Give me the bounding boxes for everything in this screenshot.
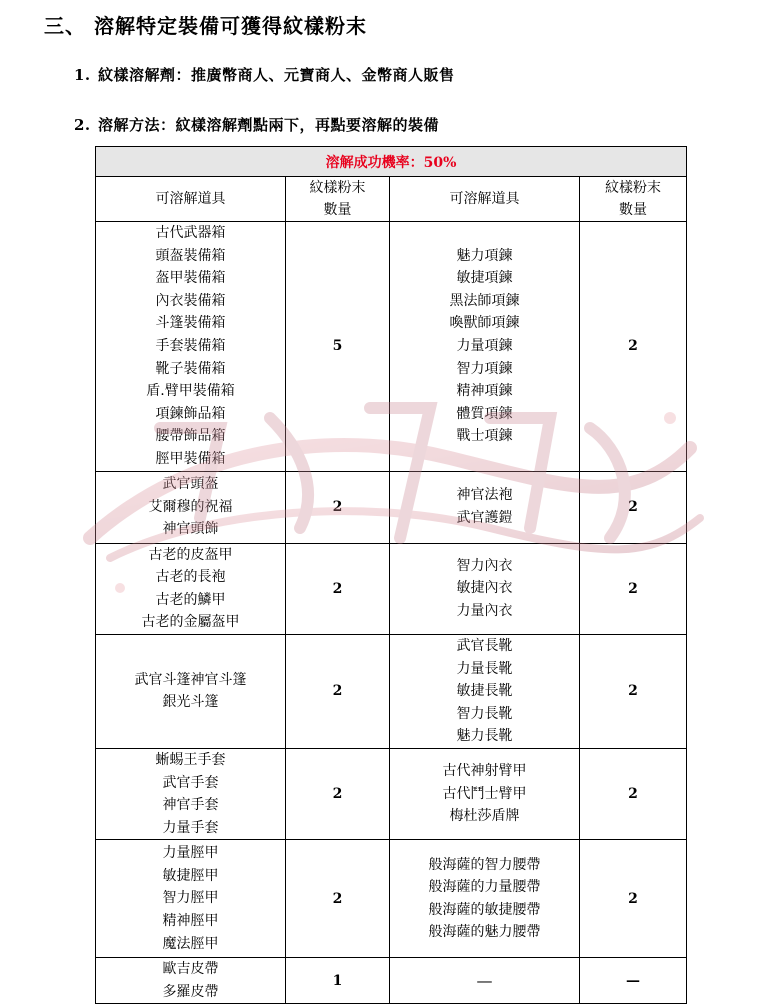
left-qty-cell: 2	[286, 471, 390, 543]
left-items-cell	[96, 471, 286, 543]
item-name: 智力項鍊	[456, 360, 513, 377]
item-name: 靴子裝備箱	[155, 360, 226, 377]
item-name: 敏捷項鍊	[456, 270, 513, 287]
left-items-cell	[96, 634, 286, 748]
right-items-cell	[390, 543, 580, 634]
list-item-2	[74, 114, 439, 135]
list-item-1	[74, 64, 455, 85]
item-name: 武官頭盔	[162, 476, 219, 493]
item-name: 智力脛甲	[162, 890, 219, 907]
item-name: 脛甲裝備箱	[155, 450, 226, 467]
item-name: 力量內衣	[456, 603, 513, 620]
header-qty-right	[580, 177, 687, 222]
right-items-cell	[390, 748, 580, 839]
item-name: 銀光斗篷	[162, 694, 219, 711]
item-name: 蜥蜴王手套	[155, 751, 226, 768]
item-name: 腰帶飾品箱	[155, 428, 226, 445]
left-qty-cell: 2	[286, 543, 390, 634]
header-qty-left	[286, 177, 390, 222]
item-name: 武官長靴	[456, 637, 513, 654]
right-qty-cell: 2	[580, 840, 687, 958]
item-name: 喚獸師項鍊	[449, 315, 520, 332]
left-qty-cell: 1	[286, 958, 390, 1004]
item-name: 古老的皮盔甲	[148, 546, 233, 563]
item-name: 手套裝備箱	[155, 337, 226, 354]
item-name: 歐吉皮帶	[162, 961, 219, 978]
item-name: 多羅皮帶	[162, 983, 219, 1000]
left-items-cell	[96, 543, 286, 634]
list-text: 紋樣溶解劑：推廣幣商人、元寶商人、金幣商人販售	[98, 66, 455, 84]
left-qty-cell: 5	[286, 222, 390, 472]
item-name: 精神脛甲	[162, 913, 219, 930]
item-name: 精神項鍊	[456, 383, 513, 400]
item-name: 力量項鍊	[456, 337, 513, 354]
left-items-cell	[96, 958, 286, 1004]
item-name: 項鍊飾品箱	[155, 405, 226, 422]
item-name: —	[476, 970, 493, 990]
left-qty-cell: 2	[286, 840, 390, 958]
right-items-cell	[390, 222, 580, 472]
item-name: 力量長靴	[456, 660, 513, 677]
table-row	[96, 634, 687, 748]
item-name: 力量手套	[162, 819, 219, 836]
table-row	[96, 222, 687, 472]
item-name: 古代武器箱	[155, 225, 226, 241]
item-name: 內衣裝備箱	[155, 292, 226, 309]
left-qty-cell: 2	[286, 748, 390, 839]
right-items-cell	[390, 634, 580, 748]
table-row	[96, 748, 687, 839]
item-name: 盔甲裝備箱	[155, 270, 226, 287]
item-name: 力量脛甲	[162, 845, 219, 862]
item-name: 神官手套	[162, 797, 219, 814]
item-name: 梅杜莎盾牌	[449, 808, 520, 825]
item-name: 般海薩的魅力腰帶	[428, 924, 541, 941]
left-items-cell	[96, 222, 286, 472]
item-name: 古老的金屬盔甲	[141, 614, 240, 631]
right-qty-cell: 2	[580, 634, 687, 748]
header-item-left: 可溶解道具	[96, 177, 286, 222]
section-heading: 三、 溶解特定裝備可獲得紋樣粉末	[44, 14, 367, 38]
item-name: 體質項鍊	[456, 405, 513, 422]
item-name: 智力長靴	[456, 705, 513, 722]
item-name: 般海薩的力量腰帶	[428, 879, 541, 896]
right-qty-cell: 2	[580, 543, 687, 634]
right-items-cell	[390, 471, 580, 543]
left-qty-cell: 2	[286, 634, 390, 748]
item-name: 般海薩的智力腰帶	[428, 856, 541, 873]
header-qty-left-label: 紋樣粉末數量	[309, 180, 366, 218]
table-title-row	[96, 147, 687, 177]
item-name: 魅力項鍊	[456, 247, 513, 264]
item-name: 敏捷長靴	[456, 683, 513, 700]
item-name: 戰士項鍊	[456, 428, 513, 445]
table-row	[96, 840, 687, 958]
item-name: 頭盔裝備箱	[155, 247, 226, 264]
item-name: 黑法師項鍊	[449, 292, 520, 309]
left-items-cell	[96, 748, 286, 839]
item-name: 武官手套	[162, 774, 219, 791]
item-name: 艾爾穆的祝福	[148, 498, 233, 515]
right-qty-cell: —	[580, 958, 687, 1004]
item-name: 斗篷裝備箱	[155, 315, 226, 332]
list-text: 溶解方法：紋樣溶解劑點兩下，再點要溶解的裝備	[98, 116, 440, 134]
item-name: 古代神射臂甲	[442, 763, 527, 780]
item-name: 古老的長袍	[155, 569, 226, 586]
right-items-cell	[390, 840, 580, 958]
left-items-cell	[96, 840, 286, 958]
list-number: 2.	[74, 116, 91, 134]
right-qty-cell: 2	[580, 222, 687, 472]
item-name: 古代鬥士臂甲	[442, 785, 527, 802]
item-name: 魔法脛甲	[162, 935, 219, 952]
item-name: 古老的鱗甲	[155, 591, 226, 608]
table-row	[96, 543, 687, 634]
header-item-right: 可溶解道具	[390, 177, 580, 222]
success-rate-title: 溶解成功機率：50%	[96, 147, 687, 177]
item-name: 武官護鎧	[456, 510, 513, 527]
item-name: 武官斗篷神官斗篷	[134, 671, 247, 688]
item-name: 神官法袍	[456, 487, 513, 504]
item-name: 敏捷內衣	[456, 580, 513, 597]
right-qty-cell: 2	[580, 748, 687, 839]
item-name: 智力內衣	[456, 557, 513, 574]
header-qty-right-label: 紋樣粉末數量	[605, 180, 662, 218]
table-header-row	[96, 177, 687, 222]
item-name: 般海薩的敏捷腰帶	[428, 901, 541, 918]
item-name: 神官頭飾	[162, 521, 219, 538]
item-name: 敏捷脛甲	[162, 867, 219, 884]
item-name: 魅力長靴	[456, 728, 513, 745]
right-items-cell	[390, 958, 580, 1004]
item-name: 盾.臂甲裝備箱	[146, 383, 235, 400]
table-row	[96, 958, 687, 1004]
right-qty-cell: 2	[580, 471, 687, 543]
dissolve-table	[95, 146, 687, 1004]
table-row	[96, 471, 687, 543]
list-number: 1.	[74, 66, 91, 84]
